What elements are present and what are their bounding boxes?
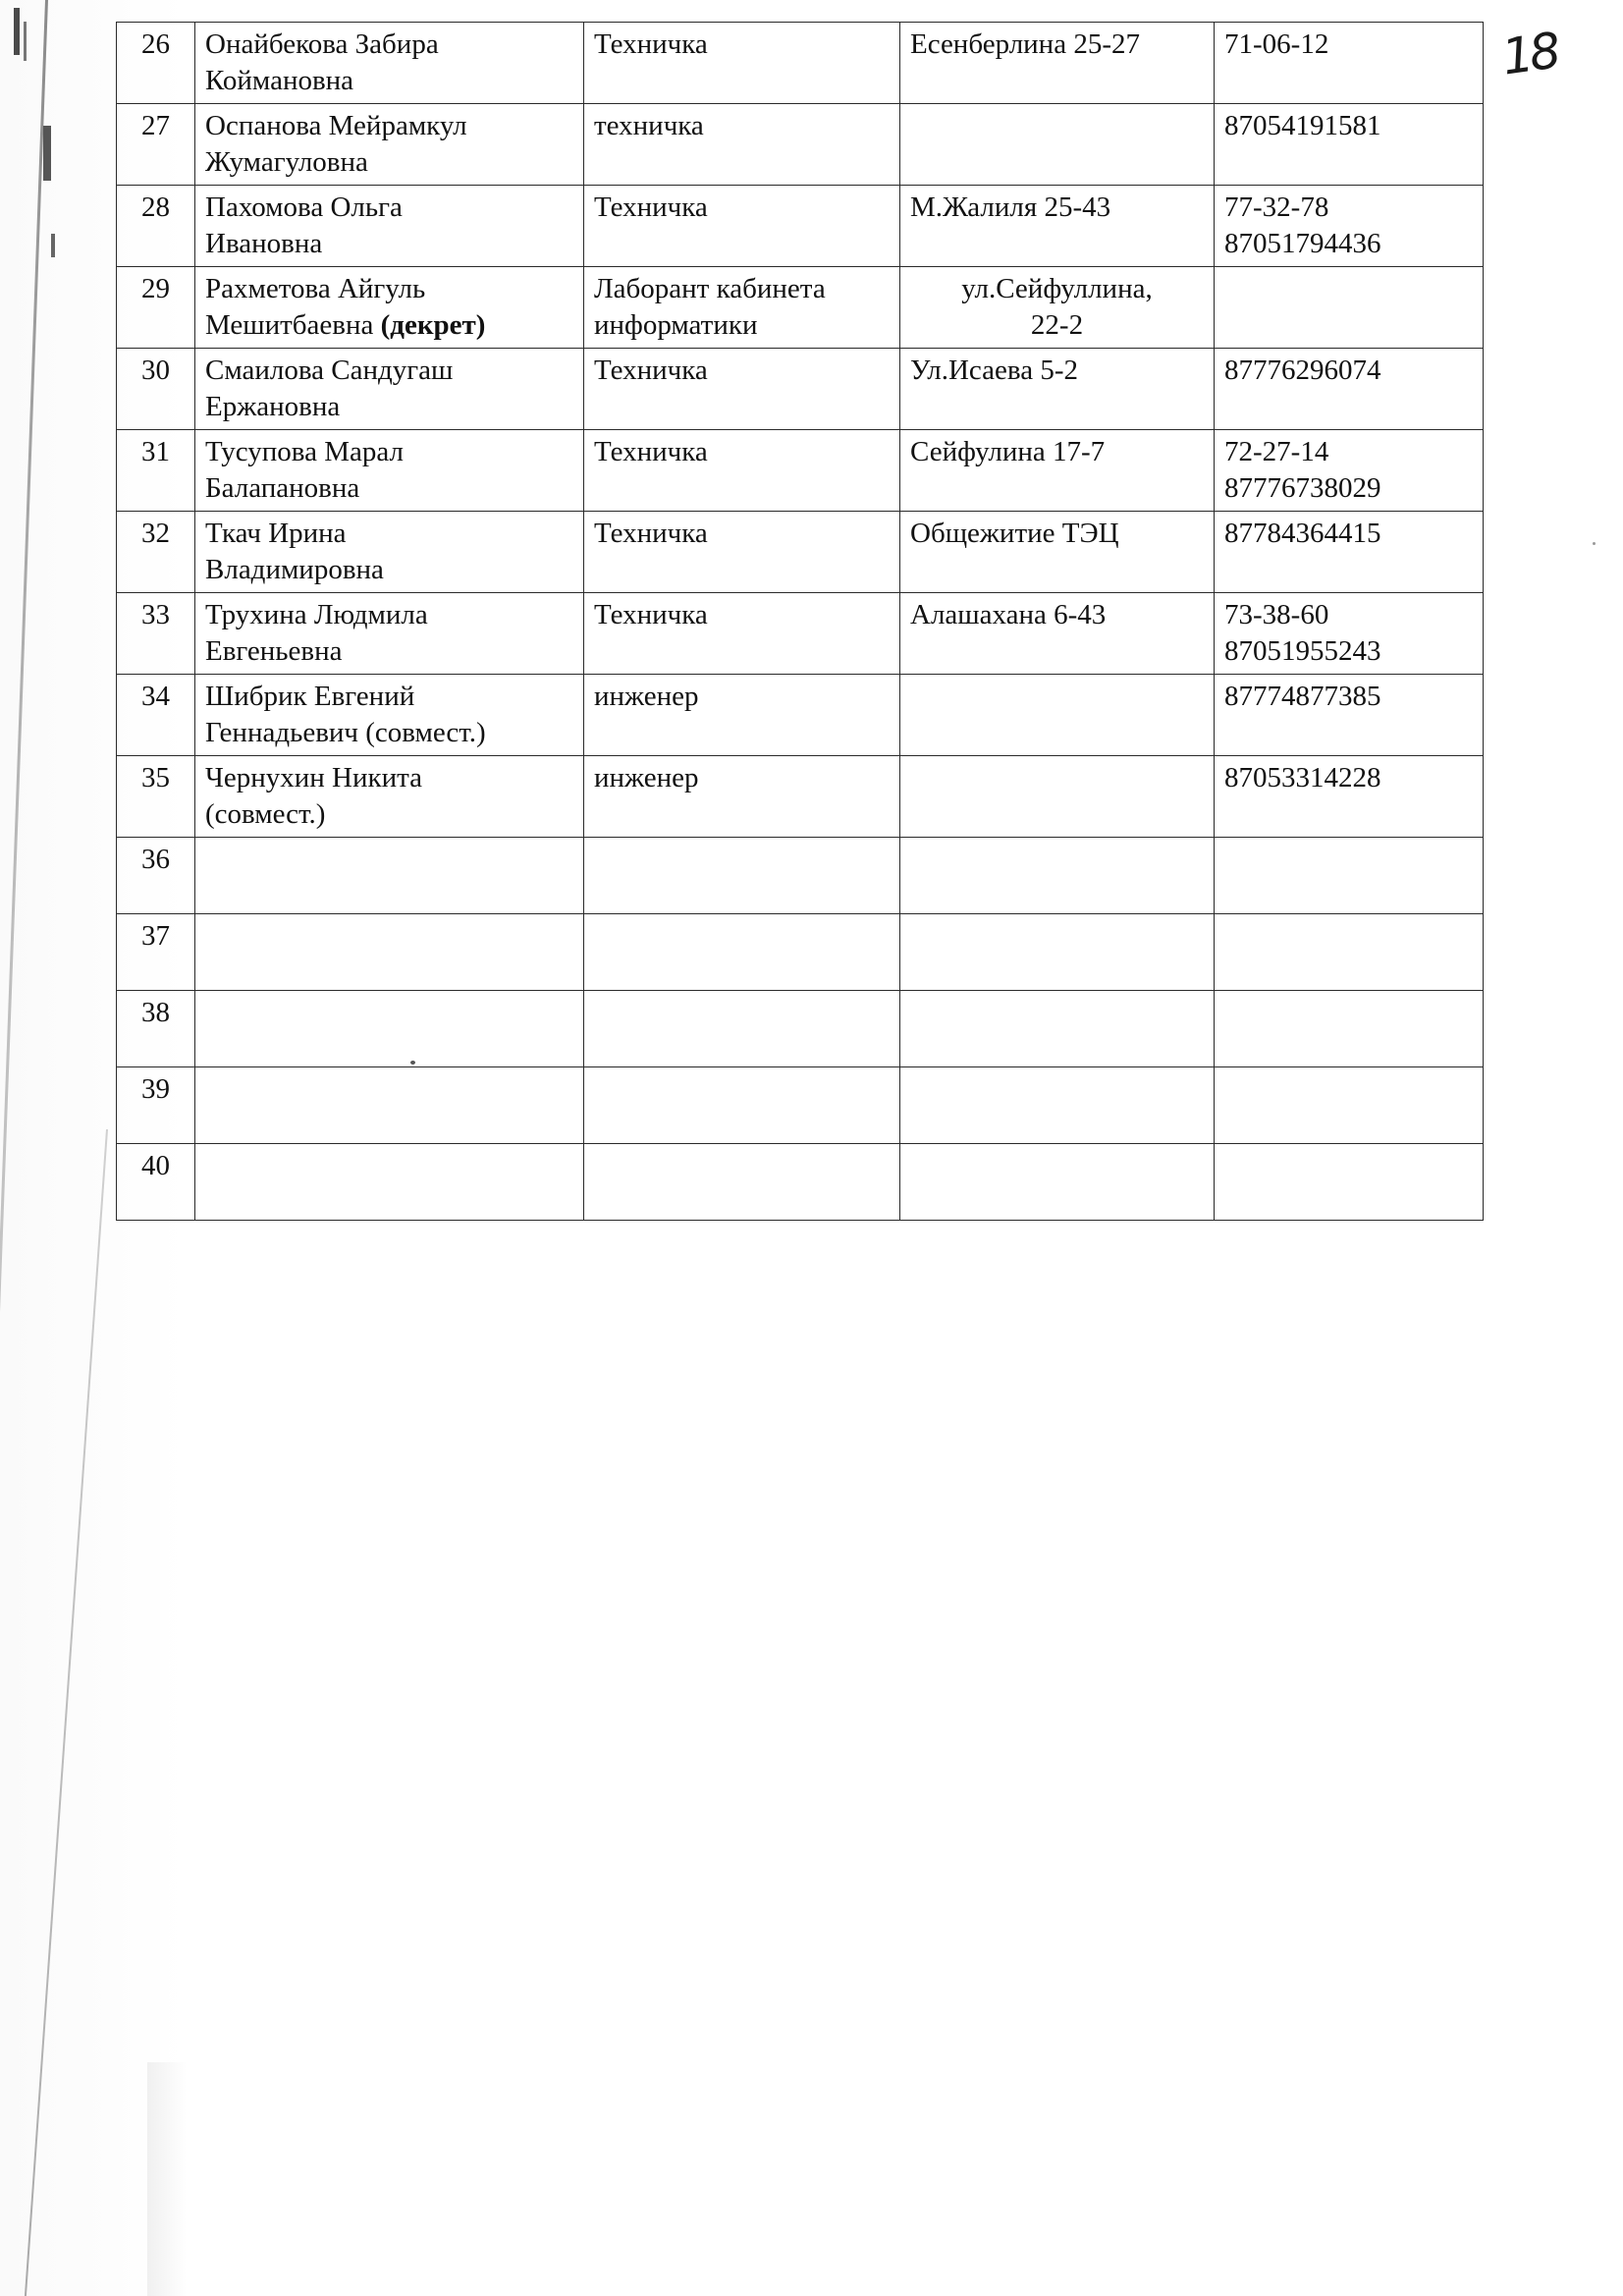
- name-line: Жумагуловна: [205, 146, 368, 178]
- position-cell: [584, 267, 900, 349]
- position-text: Техничка: [594, 436, 708, 467]
- staple-mark: [14, 8, 20, 55]
- address-text: ул.Сейфуллина,: [961, 273, 1153, 304]
- position-text: техничка: [594, 110, 704, 141]
- table-row: [117, 23, 1484, 104]
- row-number: 38: [117, 991, 195, 1067]
- name-cell: [195, 23, 584, 104]
- address-text: Сейфулина 17-7: [910, 436, 1106, 467]
- name-line: Пахомова Ольга: [205, 191, 403, 223]
- row-number: 28: [117, 186, 195, 267]
- name-cell: [195, 104, 584, 186]
- phone-cell: [1215, 186, 1484, 267]
- phone-text: 72-27-14: [1224, 436, 1329, 467]
- phone-cell: [1215, 675, 1484, 756]
- position-cell: [584, 430, 900, 512]
- name-cell: [195, 186, 584, 267]
- name-line: [205, 307, 573, 344]
- name-cell: [195, 267, 584, 349]
- name-cell: [195, 991, 584, 1067]
- name-line: Геннадьевич (совмест.): [205, 717, 486, 748]
- row-number: 26: [117, 23, 195, 104]
- phone-cell: [1215, 914, 1484, 991]
- table-row-empty: [117, 914, 1484, 991]
- position-text: инженер: [594, 681, 699, 712]
- name-line: Коймановна: [205, 65, 354, 96]
- name-cell: [195, 914, 584, 991]
- row-number: 33: [117, 593, 195, 675]
- row-number: 32: [117, 512, 195, 593]
- row-number: 35: [117, 756, 195, 838]
- phone-text: 87054191581: [1224, 110, 1381, 141]
- table-row-empty: [117, 991, 1484, 1067]
- phone-cell: [1215, 267, 1484, 349]
- address-cell: [900, 430, 1215, 512]
- name-cell: [195, 1067, 584, 1144]
- address-cell: [900, 756, 1215, 838]
- name-line: Ивановна: [205, 228, 323, 259]
- position-cell: [584, 512, 900, 593]
- name-line: Владимировна: [205, 554, 384, 585]
- phone-cell: [1215, 349, 1484, 430]
- position-text: Техничка: [594, 191, 708, 223]
- name-cell: [195, 756, 584, 838]
- row-number: 40: [117, 1144, 195, 1221]
- address-text: Ул.Исаева 5-2: [910, 355, 1078, 386]
- position-cell: [584, 23, 900, 104]
- phone-text: 87051955243: [1224, 635, 1381, 667]
- position-text: Техничка: [594, 518, 708, 549]
- name-line: Евгеньевна: [205, 635, 343, 667]
- table-row: [117, 267, 1484, 349]
- address-cell: [900, 1067, 1215, 1144]
- phone-text: 87776296074: [1224, 355, 1381, 386]
- name-line: Балапановна: [205, 472, 360, 504]
- handwritten-page-number: 18: [1498, 22, 1561, 86]
- name-line: Онайбекова Забира: [205, 28, 439, 60]
- phone-cell: [1215, 593, 1484, 675]
- position-cell: [584, 675, 900, 756]
- table-row-empty: [117, 1067, 1484, 1144]
- position-text: Техничка: [594, 355, 708, 386]
- phone-text: 73-38-60: [1224, 599, 1329, 630]
- position-cell: [584, 991, 900, 1067]
- table-row: [117, 675, 1484, 756]
- address-cell: [900, 23, 1215, 104]
- position-cell: [584, 349, 900, 430]
- phone-text: 87053314228: [1224, 762, 1381, 793]
- position-cell: [584, 1067, 900, 1144]
- position-cell: [584, 1144, 900, 1221]
- name-cell: [195, 838, 584, 914]
- address-text: Есенберлина 25-27: [910, 28, 1140, 60]
- row-number: 30: [117, 349, 195, 430]
- table-row-empty: [117, 1144, 1484, 1221]
- address-cell: [900, 1144, 1215, 1221]
- address-cell: [900, 267, 1215, 349]
- address-cell: [900, 104, 1215, 186]
- address-text: Общежитие ТЭЦ: [910, 518, 1119, 549]
- address-cell: [900, 675, 1215, 756]
- name-line: Ержановна: [205, 391, 341, 422]
- phone-text: 87776738029: [1224, 472, 1381, 504]
- name-line: Трухина Людмила: [205, 599, 428, 630]
- staff-table: [116, 22, 1484, 1221]
- phone-text: 77-32-78: [1224, 191, 1329, 223]
- phone-text: 87784364415: [1224, 518, 1381, 549]
- address-text: 22-2: [1030, 309, 1084, 341]
- name-line: Ткач Ирина: [205, 518, 347, 549]
- address-text: М.Жалиля 25-43: [910, 191, 1111, 223]
- phone-cell: [1215, 430, 1484, 512]
- phone-cell: [1215, 104, 1484, 186]
- phone-text: 87051794436: [1224, 228, 1381, 259]
- address-cell: [900, 512, 1215, 593]
- position-cell: [584, 914, 900, 991]
- phone-cell: [1215, 991, 1484, 1067]
- table-row: [117, 430, 1484, 512]
- address-cell: [900, 593, 1215, 675]
- name-line: Чернухин Никита: [205, 762, 422, 793]
- table-row: [117, 756, 1484, 838]
- table-row: [117, 104, 1484, 186]
- binding-shadow: [147, 2062, 187, 2296]
- name-cell: [195, 512, 584, 593]
- maternity-leave-note: (декрет): [380, 309, 486, 341]
- name-line: Шибрик Евгений: [205, 681, 415, 712]
- name-line: Оспанова Мейрамкул: [205, 110, 467, 141]
- name-text: Мешитбаевна: [205, 309, 374, 341]
- address-cell: [900, 991, 1215, 1067]
- position-text: инженер: [594, 762, 699, 793]
- name-cell: [195, 675, 584, 756]
- phone-cell: [1215, 23, 1484, 104]
- phone-cell: [1215, 1067, 1484, 1144]
- position-cell: [584, 838, 900, 914]
- row-number: 27: [117, 104, 195, 186]
- phone-cell: [1215, 1144, 1484, 1221]
- row-number: 39: [117, 1067, 195, 1144]
- position-cell: [584, 593, 900, 675]
- position-text: Техничка: [594, 599, 708, 630]
- row-number: 36: [117, 838, 195, 914]
- position-text: Техничка: [594, 28, 708, 60]
- address-text: Алашахана 6-43: [910, 599, 1107, 630]
- phone-text: 87774877385: [1224, 681, 1381, 712]
- address-cell: [900, 349, 1215, 430]
- position-cell: [584, 104, 900, 186]
- phone-cell: [1215, 512, 1484, 593]
- phone-cell: [1215, 756, 1484, 838]
- position-cell: [584, 186, 900, 267]
- staple-mark: [51, 234, 55, 257]
- table-row-empty: [117, 838, 1484, 914]
- table-row: [117, 593, 1484, 675]
- name-line: Смаилова Сандугаш: [205, 355, 454, 386]
- position-text: Лаборант кабинета: [594, 273, 826, 304]
- scan-speck: [1593, 542, 1596, 545]
- phone-text: 71-06-12: [1224, 28, 1329, 60]
- table-row: [117, 349, 1484, 430]
- staple-mark: [24, 22, 27, 61]
- staple-mark: [43, 126, 51, 181]
- name-cell: [195, 349, 584, 430]
- row-number: 34: [117, 675, 195, 756]
- name-cell: [195, 1144, 584, 1221]
- position-text: информатики: [594, 309, 758, 341]
- table-row: [117, 512, 1484, 593]
- name-line: Тусупова Марал: [205, 436, 404, 467]
- row-number: 31: [117, 430, 195, 512]
- table-row: [117, 186, 1484, 267]
- name-line: Рахметова Айгуль: [205, 273, 426, 304]
- phone-cell: [1215, 838, 1484, 914]
- name-line: (совмест.): [205, 798, 326, 830]
- name-cell: [195, 430, 584, 512]
- address-cell: [900, 186, 1215, 267]
- position-cell: [584, 756, 900, 838]
- row-number: 29: [117, 267, 195, 349]
- row-number: 37: [117, 914, 195, 991]
- address-cell: [900, 838, 1215, 914]
- name-cell: [195, 593, 584, 675]
- address-cell: [900, 914, 1215, 991]
